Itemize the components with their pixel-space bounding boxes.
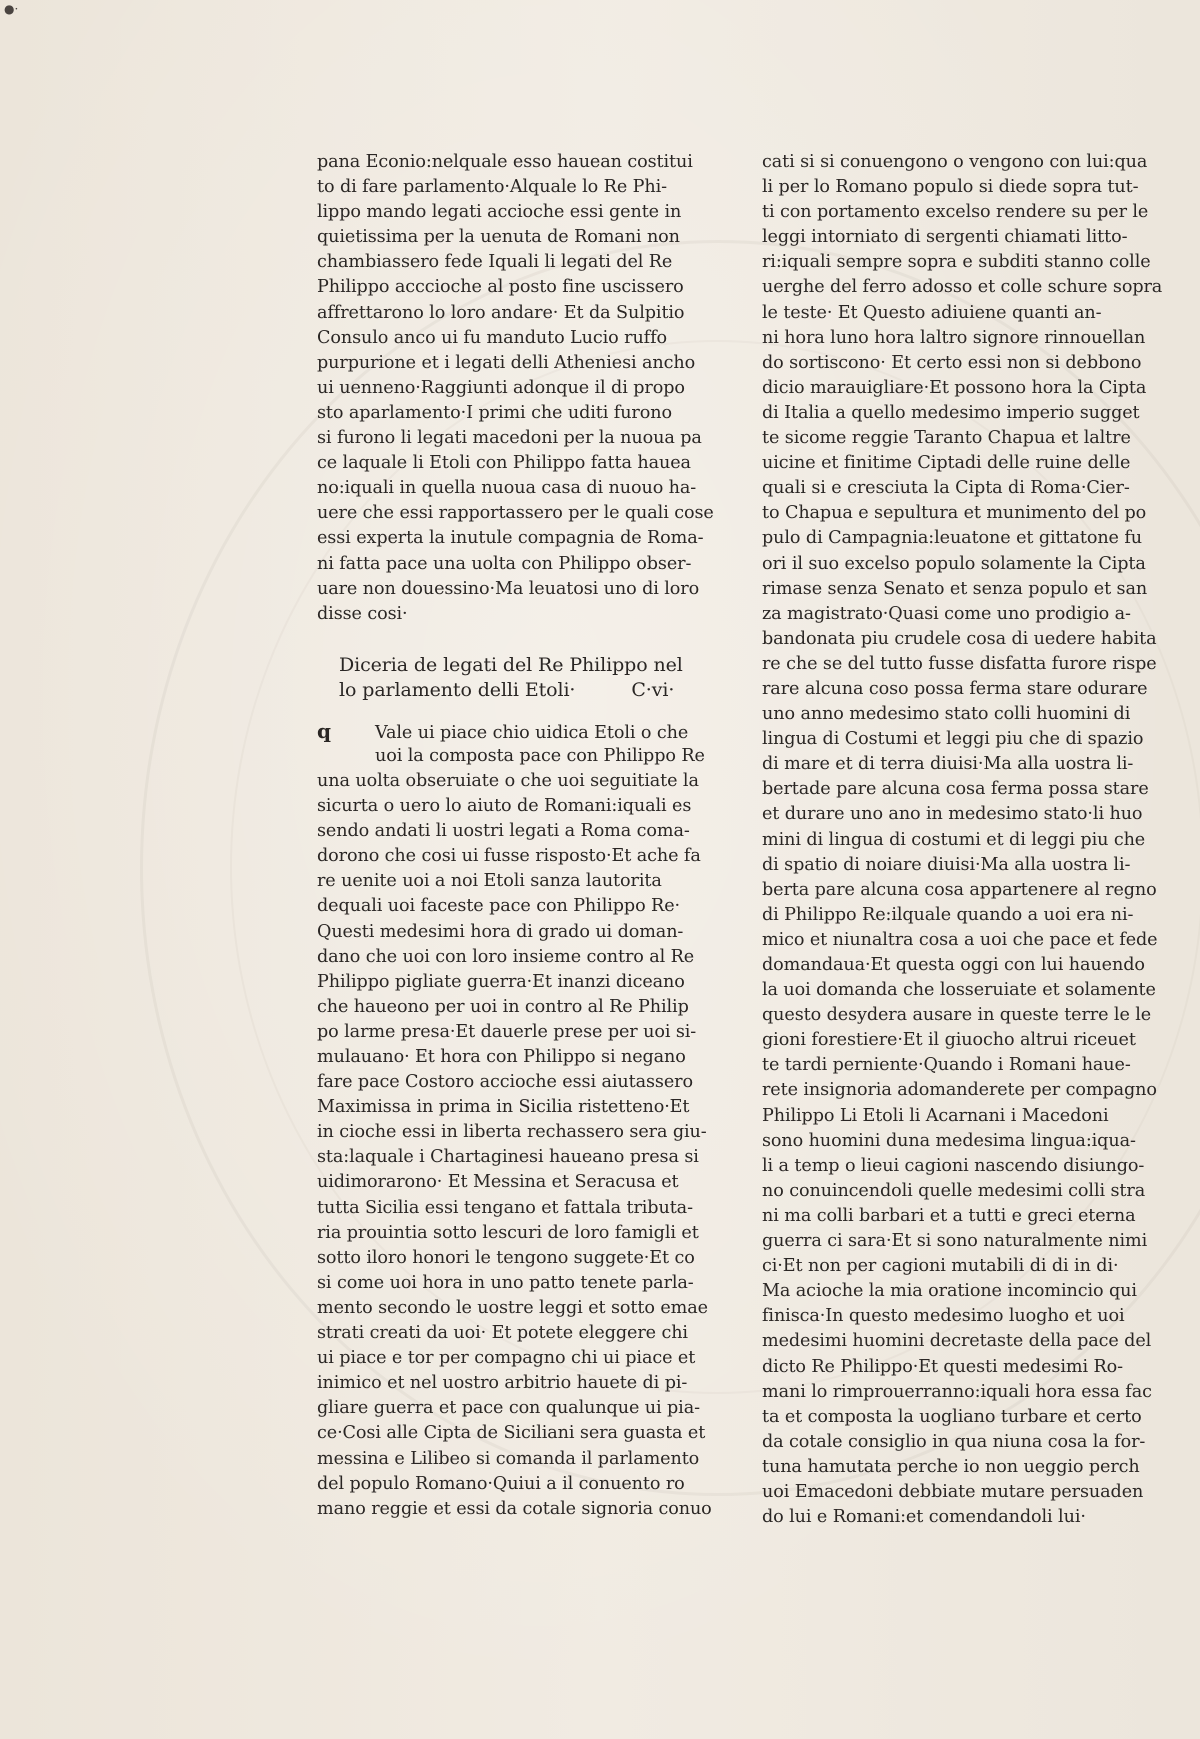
corner-smudge-mark: ●·: [4, 2, 19, 16]
text-line: mano reggie et essi da cotale signoria conuo: [317, 1498, 712, 1519]
text-line: mento secondo le uostre leggi et sotto emae: [317, 1297, 708, 1318]
text-line: ti con portamento excelso rendere su per le: [762, 202, 1149, 223]
text-line: rete insignoria adomanderete per compagno: [762, 1080, 1157, 1101]
text-line: del populo Romano·Quiui a il conuento ro: [317, 1473, 685, 1494]
chapter-heading-line-1: Diceria de legati del Re Philippo nel: [339, 653, 683, 676]
chapter-heading-line-2-text: lo parlamento delli Etoli·: [339, 678, 576, 701]
text-line: do lui e Romani:et comendandoli lui·: [762, 1507, 1086, 1528]
text-line: Consulo anco ui fu manduto Lucio ruffo: [317, 327, 667, 348]
text-line: dano che uoi con loro insieme contro al Re: [317, 946, 695, 967]
text-line: di Italia a quello medesimo imperio sugget: [762, 402, 1140, 423]
text-line: et durare uno ano in medesimo stato·li huo: [762, 804, 1143, 825]
text-line: affrettarono lo loro andare· Et da Sulpitio: [317, 302, 685, 323]
text-line: chambiassero fede Iquali li legati del Re: [317, 252, 673, 273]
text-line: che haueono per uoi in contro al Re Philip: [317, 996, 689, 1017]
text-line: ni fatta pace una uolta con Philippo obser-: [317, 553, 692, 574]
text-line: una uolta obseruiate o che uoi seguitiate la: [317, 770, 699, 791]
text-line: sono huomini duna medesima lingua:iqua-: [762, 1130, 1136, 1151]
text-line: no conuincendoli quelle medesimi colli stra: [762, 1180, 1146, 1201]
text-line: mico et niunaltra cosa a uoi che pace et fede: [762, 929, 1158, 950]
text-line: gliare guerra et pace con qualunque ui pia-: [317, 1398, 700, 1419]
text-line: leggi intorniato di sergenti chiamati litto-: [762, 227, 1128, 248]
right-text-column: [762, 150, 1163, 1530]
text-line: li a temp o lieui cagioni nascendo disiungo-: [762, 1155, 1145, 1176]
text-line: in cioche essi in liberta rechassero sera giu-: [317, 1122, 707, 1143]
text-line: ce·Cosi alle Cipta de Siciliani sera guasta et: [317, 1423, 706, 1444]
text-line: ui piace e tor per compagno chi ui piace et: [317, 1348, 696, 1369]
text-line: uno anno medesimo stato colli huomini di: [762, 704, 1131, 725]
text-line: li per lo Romano populo si diede sopra tut-: [762, 177, 1139, 198]
text-line: re che se del tutto fusse disfatta furore rispe: [762, 653, 1157, 674]
text-line: fare pace Costoro accioche essi aiutassero: [317, 1072, 693, 1093]
text-line: sto aparlamento·I primi che uditi furono: [317, 402, 672, 423]
text-line: to Chapua e sepultura et munimento del po: [762, 503, 1147, 524]
text-line: dicto Re Philippo·Et questi medesimi Ro-: [762, 1356, 1123, 1377]
text-line: sicurta o uero lo aiuto de Romani:iquali es: [317, 796, 692, 817]
text-line: Ma acioche la mia oratione incomincio qui: [762, 1281, 1137, 1302]
text-line: mani lo rimprouerranno:iquali hora essa fac: [762, 1381, 1152, 1402]
text-line: ria prouintia sotto lescuri de loro famigli et: [317, 1222, 699, 1243]
text-line: dequali uoi faceste pace con Philippo Re·: [317, 896, 681, 917]
text-line: ui uenneno·Raggiunti adonque il di propo: [317, 377, 685, 398]
text-line: bertade pare alcuna cosa ferma possa stare: [762, 779, 1149, 800]
text-line: pulo di Campagnia:leuatone et gittatone fu: [762, 528, 1143, 549]
text-line: ni ma colli barbari et a tutti e greci eterna: [762, 1205, 1136, 1226]
text-line: uoi Emacedoni debbiate mutare persuaden: [762, 1481, 1144, 1502]
text-line: berta pare alcuna cosa appartenere al regno: [762, 879, 1157, 900]
text-line: di Philippo Re:ilquale quando a uoi era ni-: [762, 904, 1134, 925]
text-line: Philippo Li Etoli li Acarnani i Macedoni: [762, 1105, 1109, 1126]
text-line: inimico et nel uostro arbitrio hauete di pi-: [317, 1373, 688, 1394]
guide-letter: q: [317, 718, 331, 743]
text-line: ri:iquali sempre sopra e subditi stanno colle: [762, 252, 1151, 273]
text-line: te tardi perniente·Quando i Romani haue-: [762, 1055, 1131, 1076]
text-line: rimase senza Senato et senza populo et san: [762, 578, 1148, 599]
text-line: dicio marauigliare·Et possono hora la Cipta: [762, 377, 1147, 398]
text-line: rare alcuna coso possa ferma stare odurare: [762, 678, 1148, 699]
left-column-top-block: [317, 150, 714, 627]
text-line: sendo andati li uostri legati a Roma coma-: [317, 821, 690, 842]
chapter-number: C·vi·: [631, 678, 675, 701]
text-line: tuna hamutata perche io non ueggio perch: [762, 1456, 1140, 1477]
text-line: Philippo acccioche al posto fine uscissero: [317, 277, 684, 298]
text-line: si come uoi hora in uno patto tenete parla-: [317, 1272, 694, 1293]
right-column-block: [762, 150, 1163, 1530]
text-line: messina e Lilibeo si comanda il parlamento: [317, 1448, 700, 1469]
text-line: sotto iloro honori le tengono suggete·Et co: [317, 1247, 695, 1268]
text-line: no:iquali in quella nuoua casa di nuouo ha-: [317, 478, 697, 499]
text-line: tutta Sicilia essi tengano et fattala tributa-: [317, 1197, 693, 1218]
text-line: essi experta la inutule compagnia de Roma-: [317, 528, 704, 549]
text-line: si furono li legati macedoni per la nuoua pa: [317, 428, 702, 449]
text-line: ci·Et non per cagioni mutabili di di in di·: [762, 1256, 1119, 1277]
chapter-heading-line-2: [339, 678, 682, 703]
text-line: do sortiscono· Et certo essi non si debbono: [762, 352, 1142, 373]
text-line: le teste· Et Questo adiuiene quanti an-: [762, 302, 1102, 323]
text-line: la uoi domanda che losseruiate et solamente: [762, 980, 1156, 1001]
text-line: medesimi huomini decretaste della pace del: [762, 1331, 1152, 1352]
first-line-continuation: uoi la composta pace con Philippo Re: [375, 745, 705, 766]
text-line: Questi medesimi hora di grado ui doman-: [317, 921, 684, 942]
text-line: lippo mando legati accioche essi gente in: [317, 202, 682, 223]
text-line: po larme presa·Et dauerle prese per uoi si-: [317, 1021, 697, 1042]
text-line: strati creati da uoi· Et potete eleggere chi: [317, 1323, 688, 1344]
text-line: di mare et di terra diuisi·Ma alla uostra li-: [762, 754, 1134, 775]
text-line: quietissima per la uenuta de Romani non: [317, 227, 680, 248]
text-line: da cotale consiglio in qua niuna cosa la for-: [762, 1431, 1146, 1452]
text-line: cati si si conuengono o vengono con lui:qua: [762, 152, 1148, 172]
text-line: finisca·In questo medesimo luogho et uoi: [762, 1306, 1125, 1327]
text-line: ni hora luno hora laltro signore rinnouellan: [762, 327, 1146, 348]
left-column-bottom-block: [317, 769, 712, 1522]
text-line: ori il suo excelso populo solamente la Cipta: [762, 553, 1146, 574]
text-line: guerra ci sara·Et si sono naturalmente nimi: [762, 1231, 1148, 1252]
text-line: pana Econio:nelquale esso hauean costitui: [317, 152, 693, 172]
text-line: za magistrato·Quasi come uno prodigio a-: [762, 603, 1131, 624]
text-line: di spatio di noiare diuisi·Ma alla uostra li-: [762, 854, 1131, 875]
text-line: mulauano· Et hora con Philippo si negano: [317, 1047, 686, 1067]
text-line: sta:laquale i Chartaginesi haueano presa si: [317, 1147, 699, 1168]
text-line: to di fare parlamento·Alquale lo Re Phi-: [317, 177, 667, 198]
text-line: Philippo pigliate guerra·Et inanzi diceano: [317, 971, 685, 992]
text-line: ta et composta la uogliano turbare et certo: [762, 1406, 1142, 1427]
text-line: quali si e cresciuta la Cipta di Roma·Cier-: [762, 478, 1130, 499]
text-line: questo desydera ausare in queste terre le le: [762, 1005, 1152, 1026]
initial-line: [317, 718, 689, 744]
text-line: uare non douessino·Ma leuatosi uno di loro: [317, 578, 700, 599]
text-line: domandaua·Et questa oggi con lui hauendo: [762, 955, 1145, 975]
chapter-heading: [317, 653, 682, 703]
text-line: te sicome reggie Taranto Chapua et laltre: [762, 428, 1131, 449]
text-line: uere che essi rapportassero per le quali cose: [317, 503, 714, 524]
text-line: mini di lingua di costumi et di leggi piu che: [762, 829, 1146, 850]
text-line: uicine et finitime Ciptadi delle ruine delle: [762, 453, 1131, 474]
text-line: ce laquale li Etoli con Philippo fatta hauea: [317, 453, 691, 474]
text-line: gioni forestiere·Et il giuocho altrui riceuet: [762, 1030, 1136, 1051]
text-line: re uenite uoi a noi Etoli sanza lautorita: [317, 871, 662, 892]
text-line: uidimorarono· Et Messina et Seracusa et: [317, 1172, 679, 1193]
text-line: Maximissa in prima in Sicilia ristetteno·Et: [317, 1097, 690, 1118]
text-line: purpurione et i legati delli Atheniesi ancho: [317, 352, 696, 373]
text-line: dorono che cosi ui fusse risposto·Et ache fa: [317, 846, 701, 867]
left-text-column: [317, 150, 714, 1522]
text-line: bandonata piu crudele cosa di uedere habita: [762, 628, 1157, 649]
text-line: uerghe del ferro adosso et colle schure sopra: [762, 277, 1163, 298]
first-line-text: Vale ui piace chio uidica Etoli o che: [375, 722, 689, 743]
text-line: disse cosi·: [317, 603, 408, 624]
text-line: lingua di Costumi et leggi piu che di spazio: [762, 729, 1144, 750]
